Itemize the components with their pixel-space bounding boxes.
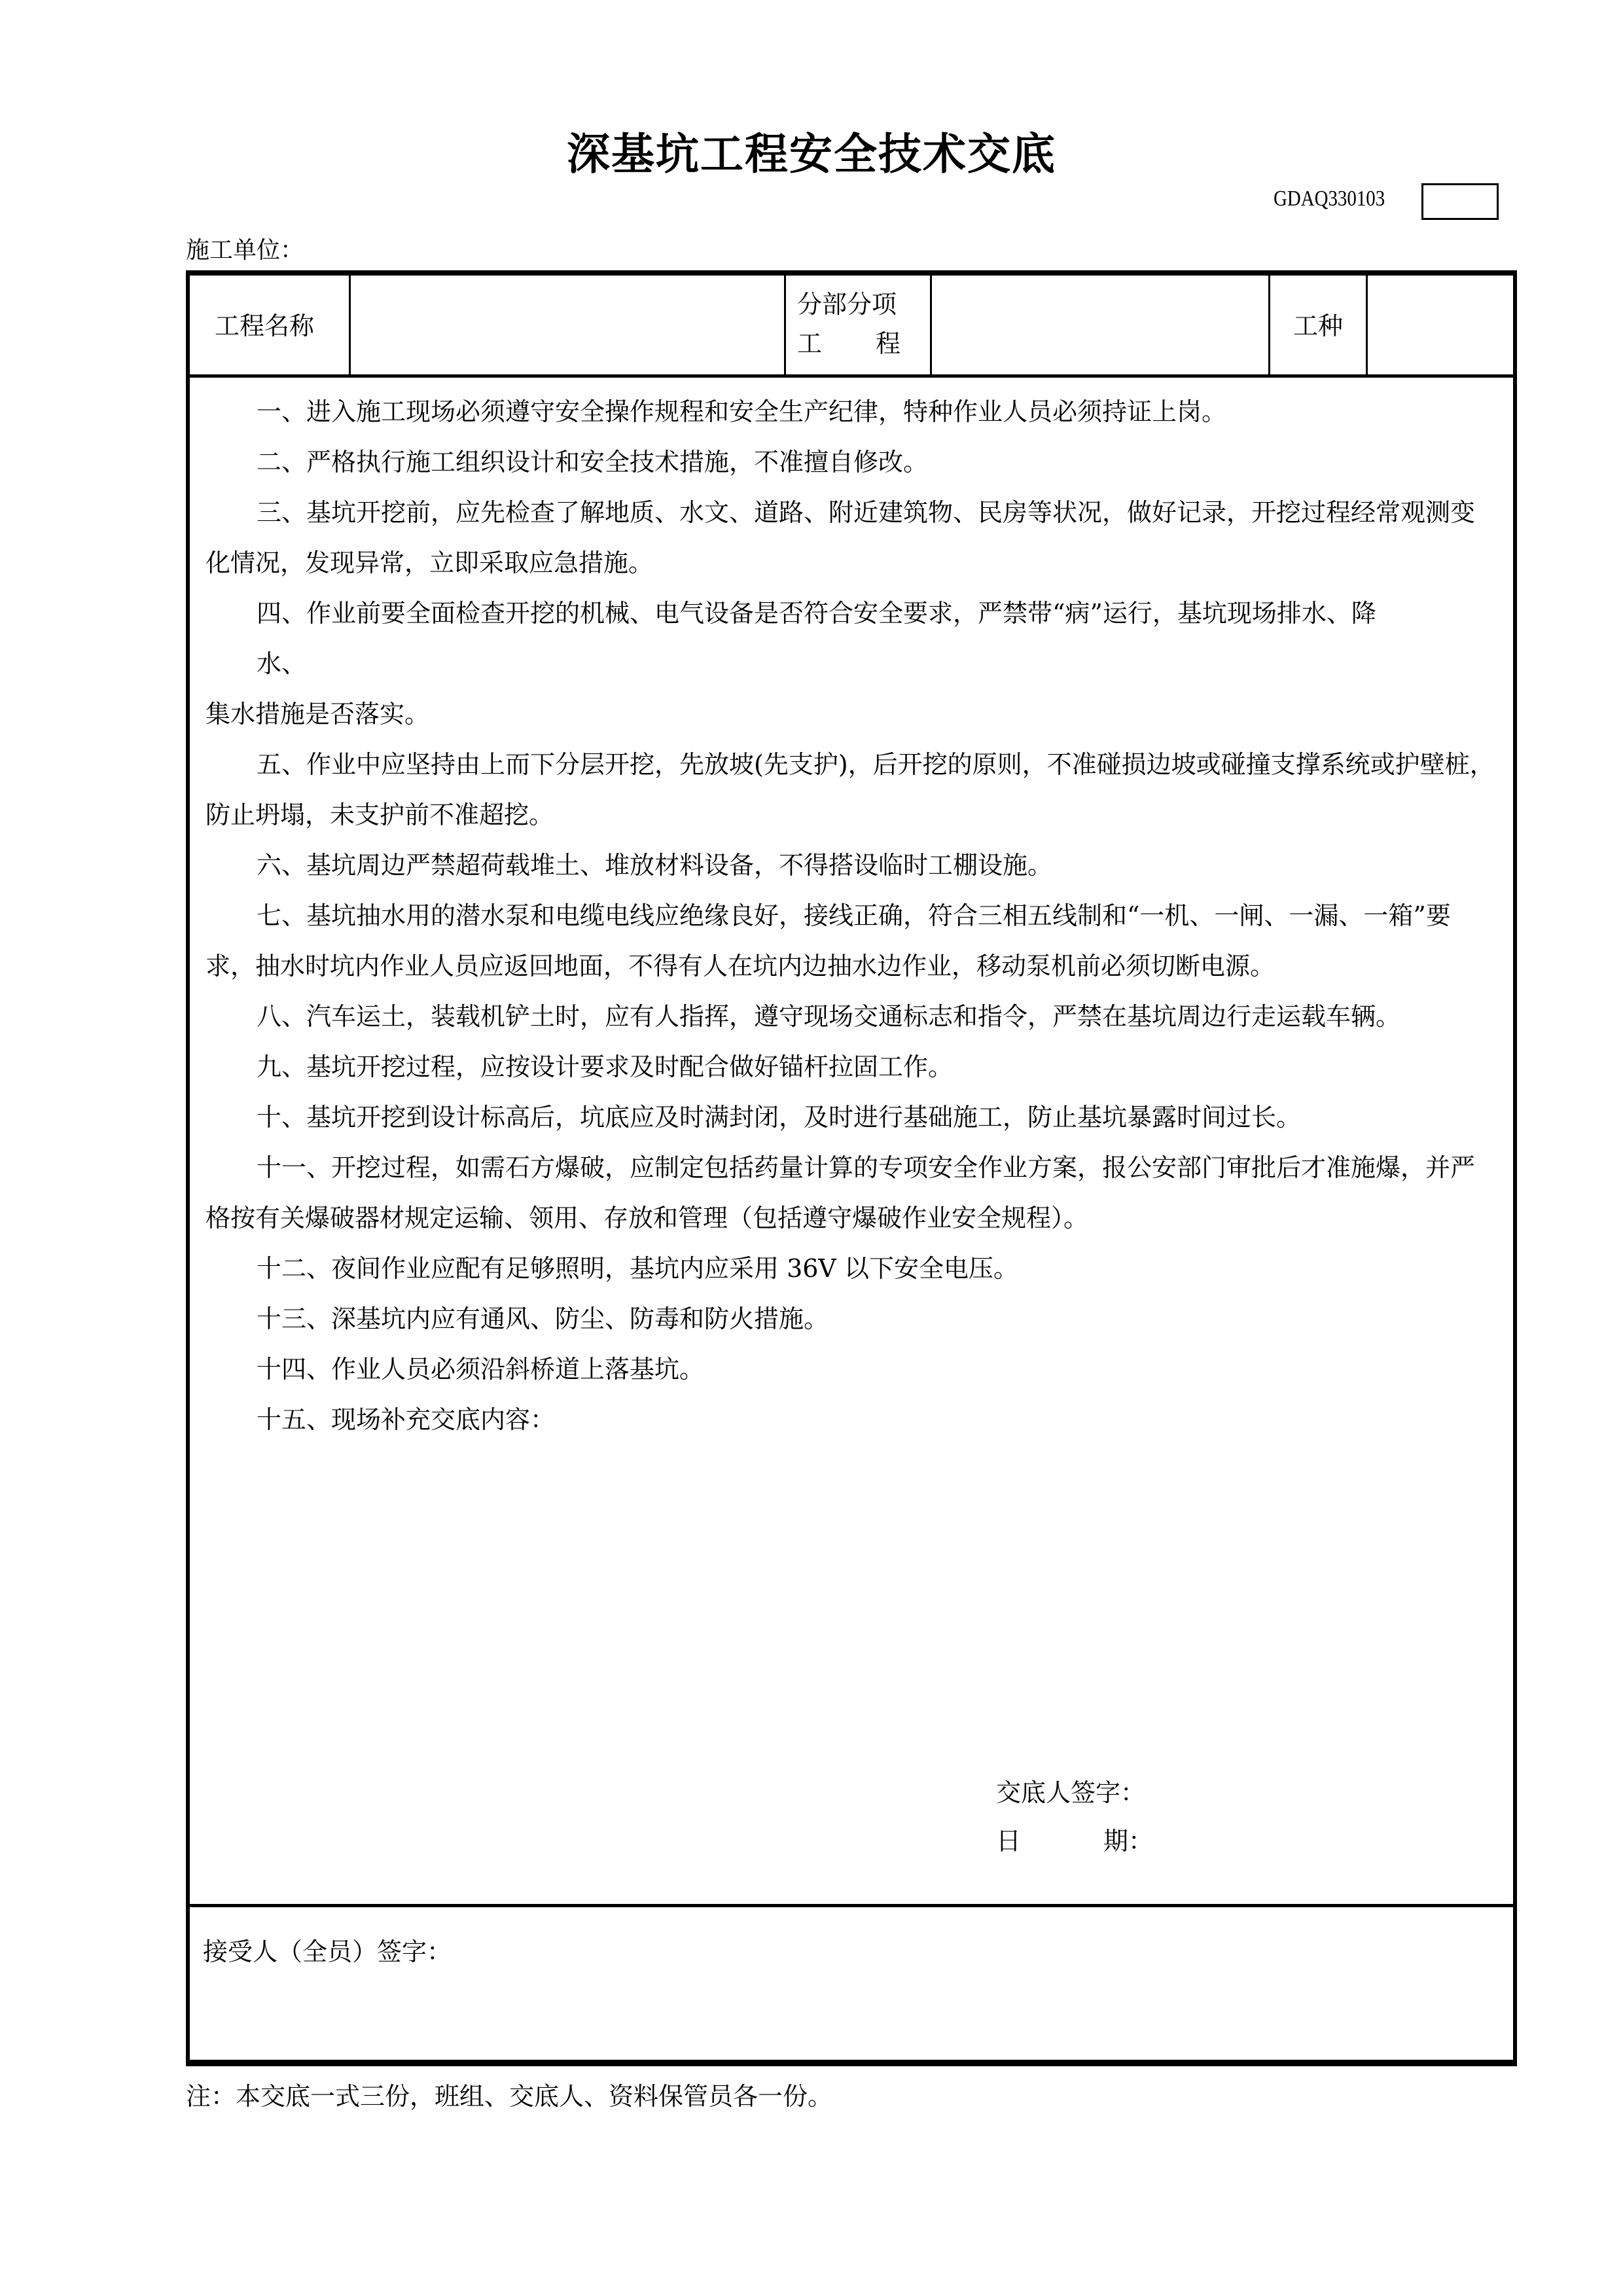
disclosure-item: 六、基坑周边严禁超荷载堆土、堆放材料设备，不得搭设临时工棚设施。 xyxy=(257,851,1053,880)
construction-unit-label: 施工单位： xyxy=(186,237,304,264)
divider xyxy=(784,276,786,376)
disclosure-item: 二、严格执行施工组织设计和安全技术措施，不准擅自修改。 xyxy=(257,448,929,476)
form-code: GDAQ330103 xyxy=(1274,187,1385,211)
disclosure-item: 十、基坑开挖到设计标高后，坑底应及时满封闭，及时进行基础施工，防止基坑暴露时间过长。 xyxy=(257,1103,1302,1132)
disclosure-item: 十二、夜间作业应配有足够照明，基坑内应采用 36V 以下安全电压。 xyxy=(257,1254,1018,1283)
disclosure-items xyxy=(205,387,1498,1445)
document-title: 深基坑工程安全技术交底 xyxy=(567,129,1056,179)
discloser-date-label xyxy=(996,1825,1153,1857)
receiver-signature-field[interactable] xyxy=(190,1909,1513,2059)
divider xyxy=(190,1904,1513,1907)
disclosure-item: 七、基坑抽水用的潜水泵和电缆电线应绝缘良好，接线正确，符合三相五线制和“一机、一闸、一漏、一箱”要求，抽水时坑内作业人员应返回地面，不得有人在坑内边抽水边作业，移动泵机前必须切断电源。 xyxy=(205,901,1451,980)
date-label-char-b: 期： xyxy=(1103,1827,1154,1856)
disclosure-item: 八、汽车运土，装载机铲土时，应有人指挥，遵守现场交通标志和指令，严禁在基坑周边行走运载车辆。 xyxy=(257,1002,1401,1031)
discloser-signature-label: 交底人签字： xyxy=(996,1778,1146,1807)
receiver-signature-label: 接受人（全员）签字： xyxy=(203,1937,452,1966)
disclosure-item: 水、 xyxy=(257,649,307,678)
disclosure-item: 五、作业中应坚持由上而下分层开挖，先放坡(先支护)，后开挖的原则，不准碰损边坡或碰撞支撑系统或护壁桩，防止坍塌，未支护前不准超挖。 xyxy=(205,750,1495,829)
divider xyxy=(1268,276,1270,376)
sub-project-label-char-a: 工 xyxy=(797,329,823,358)
project-name-field[interactable] xyxy=(353,276,781,374)
sub-project-label xyxy=(797,285,921,363)
disclosure-item: 集水措施是否落实。 xyxy=(205,700,430,728)
trade-field[interactable] xyxy=(1369,276,1513,374)
date-label-char-a: 日 xyxy=(996,1827,1022,1856)
divider xyxy=(1366,276,1368,376)
disclosure-item: 一、进入施工现场必须遵守安全操作规程和安全生产纪律，特种作业人员必须持证上岗。 xyxy=(257,397,1227,426)
disclosure-item: 四、作业前要全面检查开挖的机械、电气设备是否符合安全要求，严禁带“病”运行，基坑现场排水、降 xyxy=(257,599,1376,628)
disclosure-item: 十一、开挖过程，如需石方爆破，应制定包括药量计算的专项安全作业方案，报公安部门审批后才准施爆，并严格按有关爆破器材规定运输、领用、存放和管理（包括遵守爆破作业安全规程）。 xyxy=(205,1153,1476,1232)
trade-label: 工种 xyxy=(1293,312,1344,340)
sub-project-label-line2 xyxy=(797,324,901,363)
disclosure-item: 十三、深基坑内应有通风、防尘、防毒和防火措施。 xyxy=(257,1304,829,1333)
divider xyxy=(930,276,932,376)
sub-project-field[interactable] xyxy=(933,276,1266,374)
disclosure-item: 三、基坑开挖前，应先检查了解地质、水文、道路、附近建筑物、民房等状况，做好记录，开挖过程经常观测变化情况，发现异常，立即采取应急措施。 xyxy=(205,498,1476,577)
form-code-box[interactable] xyxy=(1421,183,1499,220)
sub-project-label-char-b: 程 xyxy=(875,329,901,358)
project-name-label: 工程名称 xyxy=(215,312,315,340)
disclosure-item: 十五、现场补充交底内容： xyxy=(257,1405,556,1434)
form-table xyxy=(186,270,1517,2066)
disclosure-item: 九、基坑开挖过程，应按设计要求及时配合做好锚杆拉固工作。 xyxy=(257,1052,954,1081)
divider xyxy=(349,276,351,376)
divider xyxy=(190,374,1513,378)
disclosure-item: 十四、作业人员必须沿斜桥道上落基坑。 xyxy=(257,1355,705,1384)
footer-note: 注：本交底一式三份，班组、交底人、资料保管员各一份。 xyxy=(186,2082,833,2111)
sub-project-label-line1: 分部分项 xyxy=(797,290,897,319)
